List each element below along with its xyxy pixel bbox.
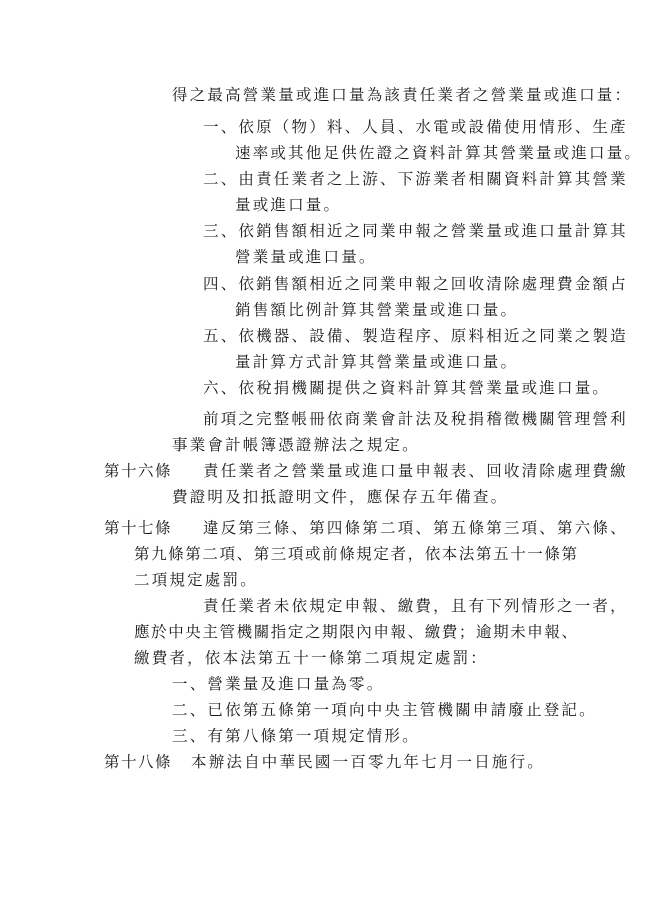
- item-2-line-1: 二、由責任業者之上游、下游業者相關資料計算其營業: [203, 170, 628, 188]
- article-17-line-3: 二項規定處罰。: [134, 571, 258, 589]
- item-6-line: 六、依稅捐機關提供之資料計算其營業量或進口量。: [203, 379, 611, 397]
- item-3-line-1: 三、依銷售額相近之同業申報之營業量或進口量計算其: [203, 222, 628, 240]
- article-17-line-4: 責任業者未依規定申報、繳費，且有下列情形之一者，: [203, 597, 628, 615]
- article-17-item-3: 三、有第八條第一項規定情形。: [172, 727, 420, 745]
- prev-para-line-2: 事業會計帳簿憑證辦法之規定。: [172, 436, 420, 454]
- article-17-line-2: 第九條第二項、第三項或前條規定者，依本法第五十一條第: [134, 545, 579, 563]
- item-4-line-2: 銷售額比例計算其營業量或進口量。: [235, 301, 519, 319]
- item-3-line-2: 營業量或進口量。: [235, 248, 377, 266]
- article-17-item-2: 二、已依第五條第一項向中央主管機關申請廢止登記。: [172, 701, 597, 719]
- intro-line: 得之最高營業量或進口量為該責任業者之營業量或進口量：: [172, 86, 633, 104]
- article-17-line-6: 繳費者，依本法第五十一條第二項規定處罰：: [134, 649, 489, 667]
- item-5-line-1: 五、依機器、設備、製造程序、原料相近之同業之製造: [203, 327, 628, 345]
- item-4-line-1: 四、依銷售額相近之同業申報之回收清除處理費金額占: [203, 275, 628, 293]
- article-17-line-5: 應於中央主管機關指定之期限內申報、繳費；逾期未申報、: [134, 623, 579, 641]
- prev-para-line-1: 前項之完整帳冊依商業會計法及稅捐稽徵機關管理營利: [203, 410, 628, 428]
- article-17-item-1: 一、營業量及進口量為零。: [172, 675, 385, 693]
- article-16-line-2: 費證明及扣抵證明文件，應保存五年備查。: [172, 488, 509, 506]
- item-2-line-2: 量或進口量。: [235, 196, 342, 214]
- article-18-label: 第十八條: [104, 753, 173, 771]
- article-17-label: 第十七條: [104, 519, 173, 537]
- article-16-label: 第十六條: [104, 462, 173, 480]
- article-17-line-1: 違反第三條、第四條第二項、第五條第三項、第六條、: [203, 519, 628, 537]
- item-1-line-1: 一、依原（物）料、人員、水電或設備使用情形、生產: [203, 118, 628, 136]
- article-18-line-1: 本辦法自中華民國一百零九年七月一日施行。: [191, 753, 546, 771]
- article-16-line-1: 責任業者之營業量或進口量申報表、回收清除處理費繳: [203, 462, 628, 480]
- item-1-line-2: 速率或其他足供佐證之資料計算其營業量或進口量。: [235, 144, 643, 162]
- item-5-line-2: 量計算方式計算其營業量或進口量。: [235, 353, 519, 371]
